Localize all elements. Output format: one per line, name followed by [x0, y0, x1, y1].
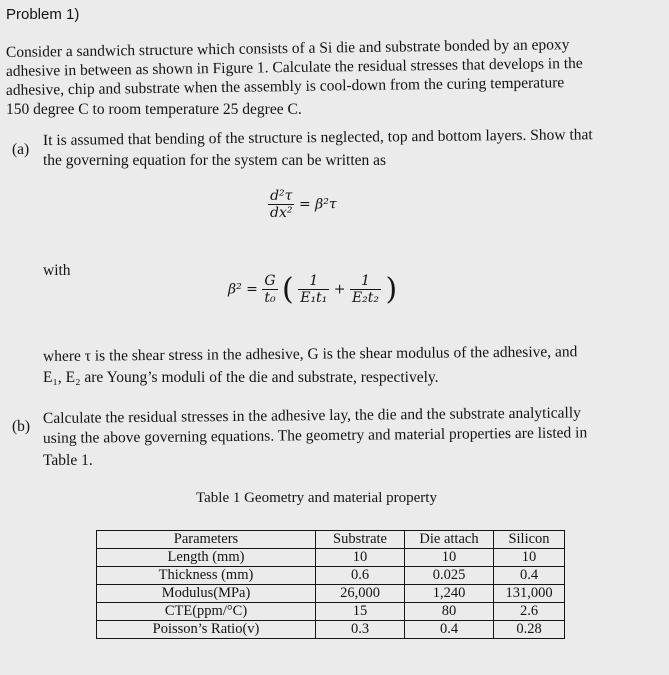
eq1-denominator: dx²: [270, 205, 293, 221]
cell-substrate: 0.6: [316, 567, 405, 585]
header-parameters: Parameters: [97, 531, 316, 549]
eq2-g-num: G: [262, 273, 277, 290]
cell-silicon: 131,000: [494, 585, 565, 603]
cell-silicon: 2.6: [494, 603, 565, 621]
part-b-label: (b): [12, 418, 31, 435]
where-line-2: E₁, E₂ are Young’s moduli of the die and substrate, respectively.: [43, 369, 439, 386]
eq2-f2-den: E₂t₂: [351, 290, 380, 306]
cell-substrate: 0.3: [316, 621, 405, 639]
eq2-f2-num: 1: [350, 273, 381, 290]
intro-line-3: adhesive, chip and substrate when the assembly is cool-down from the curing temperature: [5, 74, 565, 99]
cell-silicon: 0.28: [494, 621, 565, 639]
eq2-g-den: t₀: [264, 290, 276, 306]
part-a-label: (a): [12, 141, 30, 158]
cell-substrate: 15: [316, 603, 405, 621]
eq1-rhs: = β²τ: [298, 196, 337, 213]
cell-die-attach: 0.025: [405, 567, 494, 585]
header-silicon: Silicon: [494, 531, 565, 549]
eq2-f1-num: 1: [298, 273, 329, 290]
header-substrate: Substrate: [316, 531, 405, 549]
eq2-lhs: β² =: [228, 281, 258, 298]
eq2-f1-den: E₁t₁: [300, 290, 328, 306]
cell-silicon: 0.4: [494, 567, 565, 585]
cell-param: Modulus(MPa): [97, 585, 316, 603]
cell-silicon: 10: [494, 549, 565, 567]
with-label: with: [43, 262, 71, 279]
governing-equation: [268, 188, 337, 221]
cell-param: Poisson’s Ratio(v): [97, 621, 316, 639]
intro-line-2: adhesive in between as shown in Figure 1. Calculate the residual stresses that develops in the: [5, 54, 583, 80]
cell-substrate: 10: [316, 549, 405, 567]
part-a-line-1: It is assumed that bending of the structure is neglected, top and bottom layers. Show that: [42, 126, 593, 149]
part-b-line-2: using the above governing equations. The geometry and material properties are listed in: [42, 424, 588, 447]
cell-param: Length (mm): [97, 549, 316, 567]
intro-line-4: 150 degree C to room temperature 25 degree C.: [6, 101, 302, 118]
eq2-plus: +: [333, 281, 346, 298]
cell-die-attach: 10: [405, 549, 494, 567]
where-line-1: where τ is the shear stress in the adhesive, G is the shear modulus of the adhesive, and: [42, 343, 578, 365]
table-row: [97, 549, 565, 567]
beta-equation: β² = $\frac{G}{\text{t₀}}$ ( $\frac{1}{\text{E₁t₁}}$ + $\frac{1}{\text{E₂t₂}}$ ): [228, 272, 398, 307]
table-header-row: [97, 531, 565, 549]
property-table: [96, 530, 565, 639]
table-row: [97, 603, 565, 621]
table-row: [97, 621, 565, 639]
problem-title: Problem 1): [6, 6, 80, 23]
header-die-attach: Die attach: [405, 531, 494, 549]
intro-line-1: Consider a sandwich structure which consists of a Si die and substrate bonded by an epoxy: [5, 36, 570, 61]
cell-die-attach: 80: [405, 603, 494, 621]
part-a-line-2: the governing equation for the system can be written as: [43, 152, 387, 169]
cell-substrate: 26,000: [316, 585, 405, 603]
cell-param: CTE(ppm/°C): [97, 603, 316, 621]
eq1-numerator: d²τ: [268, 188, 294, 205]
table-row: [97, 585, 565, 603]
table-row: [97, 567, 565, 585]
part-b-line-1: Calculate the residual stresses in the adhesive lay, the die and the substrate analytically: [42, 404, 581, 427]
cell-param: Thickness (mm): [97, 567, 316, 585]
cell-die-attach: 1,240: [405, 585, 494, 603]
cell-die-attach: 0.4: [405, 621, 494, 639]
part-b-line-3: Table 1.: [43, 452, 93, 469]
table-caption: Table 1 Geometry and material property: [196, 490, 437, 506]
